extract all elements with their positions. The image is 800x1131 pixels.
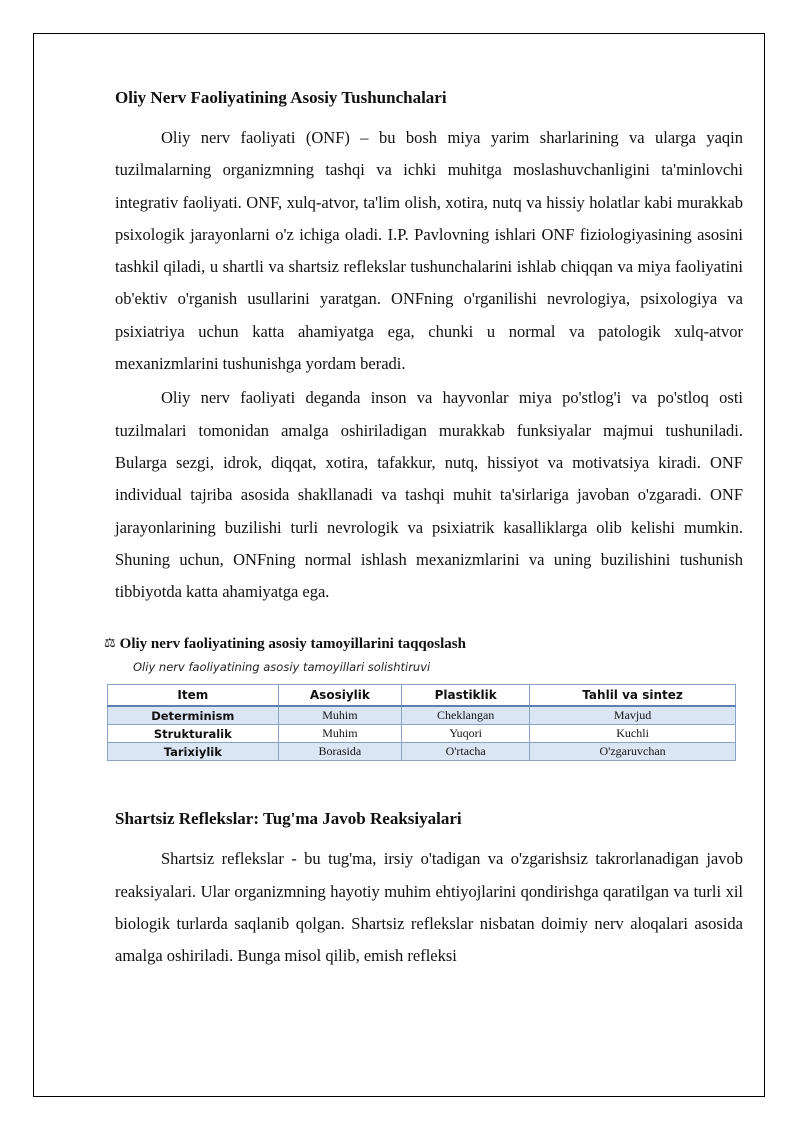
table-header-cell: Item: [108, 685, 279, 707]
principles-comparison-table: [107, 684, 736, 761]
table-cell: Yuqori: [402, 725, 530, 743]
table-title-text: Oliy nerv faoliyatining asosiy tamoyillarini taqqoslash: [119, 636, 466, 653]
paragraph-unconditioned-reflexes: Shartsiz reflekslar - bu tug'ma, irsiy o'tadigan va o'zgarishsiz takrorlanadigan javob reaksiyalari. Ular organizmning hayotiy muhim ehtiyojlarini qondirishga qaratilgan va turli xil biologik turlarda saqlanib qolgan. Shartsiz reflekslar nisbatan doimiy nerv aloqalari asosida amalga oshiriladi. Bunga misol qilib, emish refleksi: [115, 849, 743, 966]
table-row: [108, 706, 736, 725]
table-row-label: Strukturalik: [108, 725, 279, 743]
table-cell: Muhim: [278, 725, 402, 743]
table-row-label: Determinism: [108, 706, 279, 725]
table-caption: Oliy nerv faoliyatining asosiy tamoyillari solishtiruvi: [133, 660, 431, 675]
table-header-cell: Asosiylik: [278, 685, 402, 707]
table-header-cell: Tahlil va sintez: [530, 685, 736, 707]
scale-icon: ⚖: [104, 636, 116, 652]
document-content: [104, 86, 743, 973]
table-row: [108, 743, 736, 761]
table-cell: Kuchli: [530, 725, 736, 743]
table-title: [104, 634, 743, 654]
paragraph-onf-definition: Oliy nerv faoliyati (ONF) – bu bosh miya yarim sharlarining va ularga yaqin tuzilmalarning organizmning tashqi va ichki muhitga moslashuvchanligini ta'minlovchi integrativ faoliyati. ONF, xulq-atvor, ta'lim olish, xotira, nutq va hissiy holatlar kabi murakkab psixologik jarayonlarni o'z ichiga oladi. I.P. Pavlovning ishlari ONF fiziologiyasining asosini tashkil qiladi, u shartli va shartsiz reflekslar tushunchalarini ishlab chiqqan va miya faoliyatini ob'ektiv o'rganish usullarini yaratgan. ONFning o'rganilishi nevrologiya, psixologiya va psixiatriya uchun katta ahamiyatga ega, chunki u normal va patologik xulq-atvor mexanizmlarini tushunishga yordam beradi.: [115, 128, 743, 374]
table-row: [108, 725, 736, 743]
table-cell: Muhim: [278, 706, 402, 725]
table-header-cell: Plastiklik: [402, 685, 530, 707]
paragraph-onf-functions: Oliy nerv faoliyati deganda inson va hayvonlar miya po'stlog'i va po'stloq osti tuzilmalari tomonidan amalga oshiriladigan murakkab funksiyalar majmui tushuniladi. Bularga sezgi, idrok, diqqat, xotira, tafakkur, nutq, hissiyot va motivatsiya kiradi. ONF individual tajriba asosida shakllanadi va tashqi muhit ta'sirlariga javoban o'zgaradi. ONF jarayonlarining buzilishi turli nevrologik va psixiatrik kasalliklarga olib kelishi mumkin. Shuning uchun, ONFning normal ishlash mexanizmlarini va uning buzilishini tushunish tibbiyotda katta ahamiyatga ega.: [115, 388, 743, 602]
table-row-label: Tarixiylik: [108, 743, 279, 761]
table-cell: Cheklangan: [402, 706, 530, 725]
table-cell: Mavjud: [530, 706, 736, 725]
section-heading-onf-concepts: Oliy Nerv Faoliyatining Asosiy Tushunchalari: [115, 88, 447, 107]
table-cell: O'zgaruvchan: [530, 743, 736, 761]
table-cell: O'rtacha: [402, 743, 530, 761]
section-unconditioned-reflexes: [115, 807, 743, 972]
section-heading-unconditioned-reflexes: Shartsiz Reflekslar: Tug'ma Javob Reaksiyalari: [115, 809, 462, 829]
table-cell: Borasida: [278, 743, 402, 761]
table-header-row: [108, 685, 736, 707]
